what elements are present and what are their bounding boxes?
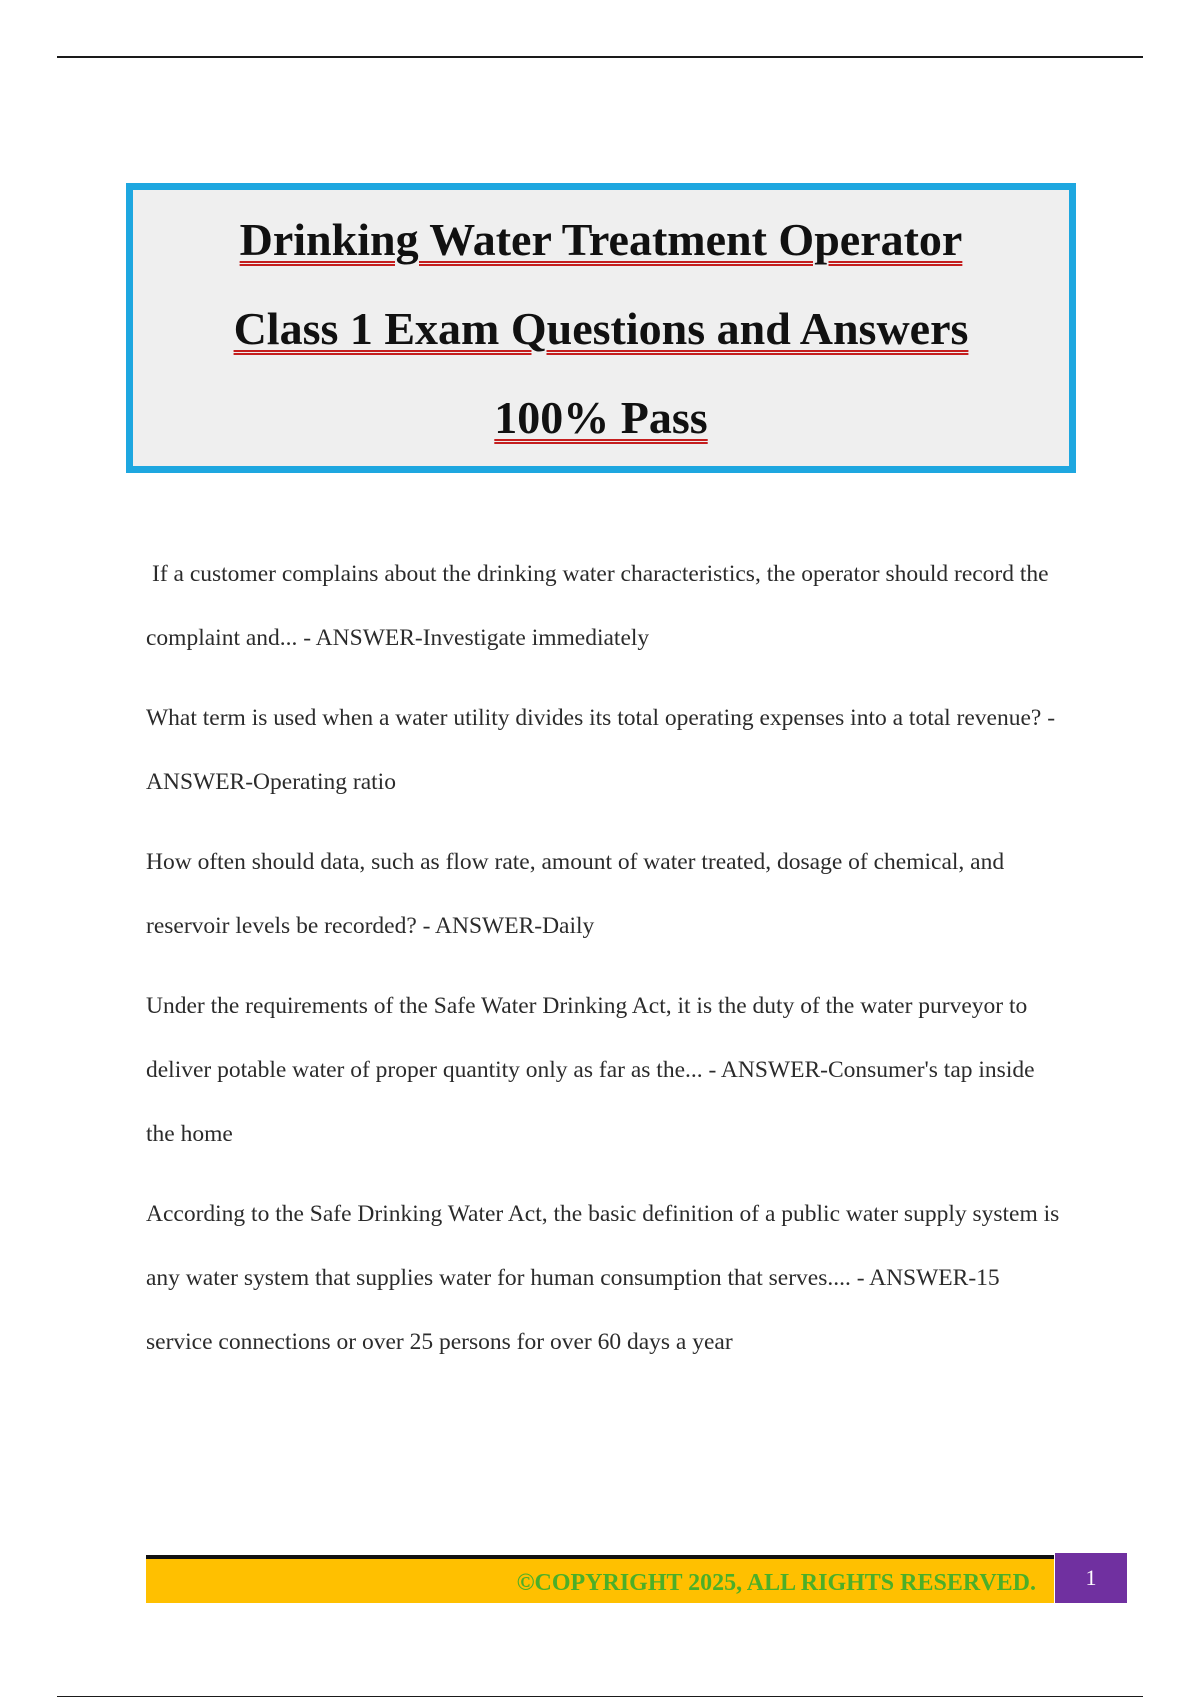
title-line-1: Drinking Water Treatment Operator bbox=[239, 213, 963, 265]
page-number: 1 bbox=[1055, 1553, 1127, 1603]
qa-item-5: According to the Safe Drinking Water Act, the basic definition of a public water supply system is any water system that supplies water for human consumption that serves.... - ANSWER-15 service connections or over 25 persons for over 60 days a year bbox=[146, 1201, 1060, 1355]
top-rule bbox=[57, 56, 1143, 58]
qa-item-4: Under the requirements of the Safe Water Drinking Act, it is the duty of the water purveyor to deliver potable water of proper quantity only as far as the... - ANSWER-Consumer's tap inside the home bbox=[146, 993, 1035, 1147]
title-box bbox=[126, 183, 1076, 473]
title-line-2: Class 1 Exam Questions and Answers bbox=[233, 302, 969, 354]
qa-item-3: How often should data, such as flow rate, amount of water treated, dosage of chemical, and reservoir levels be recorded? - ANSWER-Daily bbox=[146, 849, 1005, 939]
qa-item-1: If a customer complains about the drinking water characteristics, the operator should record the complaint and... - ANSWER-Investigate immediately bbox=[146, 561, 1049, 651]
title-line-3: 100% Pass bbox=[494, 391, 708, 443]
qa-list bbox=[146, 542, 1066, 1390]
copyright-text: ©COPYRIGHT 2025, ALL RIGHTS RESERVED. bbox=[516, 1570, 1036, 1596]
bottom-rule bbox=[57, 1696, 1143, 1697]
footer-bar bbox=[146, 1555, 1054, 1603]
qa-item-2: What term is used when a water utility divides its total operating expenses into a total revenue? - ANSWER-Operating ratio bbox=[146, 705, 1056, 795]
